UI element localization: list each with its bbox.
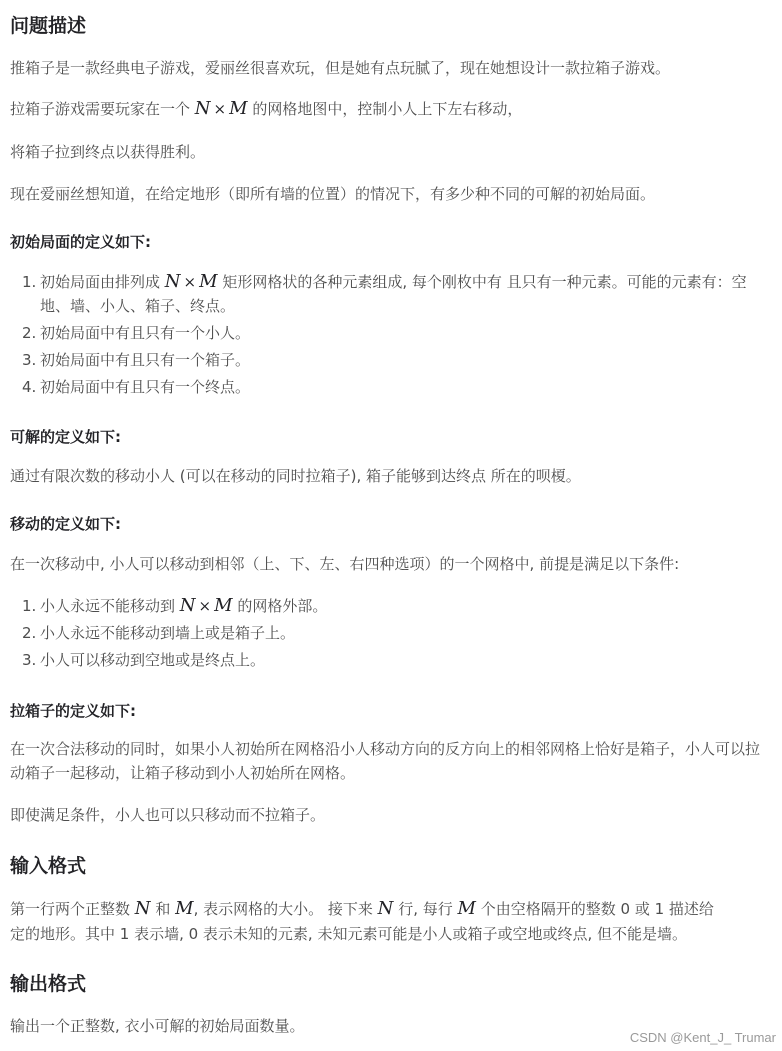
list-item [22, 270, 760, 318]
math-N: N [179, 595, 196, 616]
problem-paragraph-3: 将箱子拉到终点以获得胜利。 [10, 143, 206, 161]
solvable-paragraph: 通过有限次数的移动小人 (可以在移动的同时拉箱子), 箱子能够到达终点 所在的呗榎。 [10, 467, 581, 485]
list-item-text [40, 594, 760, 618]
text-fragment: 拉箱子游戏需要玩家在一个 [10, 100, 191, 118]
section-title-input: 输入格式 [10, 855, 87, 877]
math-N: N [377, 898, 394, 919]
math-times: × [183, 273, 197, 291]
list-item-text: 初始局面中有且只有一个小人。 [40, 324, 251, 342]
list-number: 1. [22, 597, 37, 615]
text-fragment: 矩形网格状的各种元素组成, 每个刚枚中有 且只有一种元素。可能的元素有：空地、墙、小人、箱子、终点。 [40, 273, 747, 315]
list-number: 2. [22, 324, 37, 342]
list-item-text: 初始局面中有且只有一个终点。 [40, 378, 251, 396]
list-item-text [40, 270, 760, 318]
input-paragraph-line-2: 定的地形。其中 1 表示墙, 0 表示未知的元素, 未知元素可能是小人或箱子或空地或终点, 但不能是墙。 [10, 925, 688, 943]
list-item [22, 594, 760, 618]
initial-definition-list [22, 270, 760, 402]
list-item [22, 375, 760, 399]
text-fragment: 初始局面由排列成 [40, 273, 161, 291]
section-title-initial: 初始局面的定义如下: [10, 233, 151, 251]
list-item [22, 348, 760, 372]
pull-paragraph-1: 在一次合法移动的同时，如果小人初始所在网格沿小人移动方向的反方向上的相邻网格上恰好是箱子，小人可以拉动箱子一起移动，让箱子移动到小人初始所在网格。 [10, 740, 761, 782]
math-N: N [194, 98, 211, 119]
pull-paragraph-2: 即使满足条件，小人也可以只移动而不拉箱子。 [10, 806, 326, 824]
list-item-text: 小人永远不能移动到墙上或是箱子上。 [40, 624, 296, 642]
section-title-move: 移动的定义如下: [10, 515, 121, 533]
list-number: 2. [22, 624, 37, 642]
text-fragment: 的网格外部。 [237, 597, 328, 615]
move-condition-list [22, 594, 760, 675]
list-item [22, 621, 760, 645]
problem-paragraph-2 [10, 97, 522, 121]
math-M: M [175, 898, 194, 919]
input-paragraph-line-1 [10, 897, 714, 921]
list-item-text: 小人可以移动到空地或是终点上。 [40, 651, 266, 669]
problem-paragraph-1: 推箱子是一款经典电子游戏，爱丽丝很喜欢玩，但是她有点玩腻了，现在她想设计一款拉箱子游戏。 [10, 59, 671, 77]
csdn-watermark: CSDN @Kent_J_ Trumar [629, 1030, 776, 1045]
math-M: M [229, 98, 248, 119]
text-fragment: 个由空格隔开的整数 0 或 1 描述给 [480, 900, 714, 918]
text-fragment: 行, 每行 [398, 900, 453, 918]
list-item [22, 321, 760, 345]
text-fragment: 小人永远不能移动到 [40, 597, 176, 615]
text-fragment: 的网格地图中，控制小人上下左右移动， [252, 100, 523, 118]
math-times: × [213, 100, 227, 118]
math-N: N [134, 898, 151, 919]
list-number: 3. [22, 351, 37, 369]
section-title-output: 输出格式 [10, 973, 87, 995]
math-M: M [199, 271, 218, 292]
math-times: × [198, 597, 212, 615]
math-M: M [214, 595, 233, 616]
move-paragraph: 在一次移动中, 小人可以移动到相邻（上、下、左、右四种选项）的一个网格中, 前提是满足以下条件: [10, 555, 680, 573]
text-fragment: 和 [155, 900, 171, 918]
section-title-solvable: 可解的定义如下: [10, 428, 121, 446]
math-M: M [457, 898, 476, 919]
math-N: N [164, 271, 181, 292]
list-number: 1. [22, 273, 37, 291]
section-title-problem: 问题描述 [10, 15, 87, 37]
output-paragraph: 输出一个正整数, 衣小可解的初始局面数量。 [10, 1017, 305, 1035]
problem-paragraph-4: 现在爱丽丝想知道，在给定地形（即所有墙的位置）的情况下，有多少种不同的可解的初始局面。 [10, 185, 656, 203]
text-fragment: 第一行两个正整数 [10, 900, 131, 918]
list-item [22, 648, 760, 672]
list-number: 4. [22, 378, 37, 396]
list-item-text: 初始局面中有且只有一个箱子。 [40, 351, 251, 369]
text-fragment: , 表示网格的大小。 接下来 [193, 900, 373, 918]
list-number: 3. [22, 651, 37, 669]
section-title-pull: 拉箱子的定义如下: [10, 702, 136, 720]
